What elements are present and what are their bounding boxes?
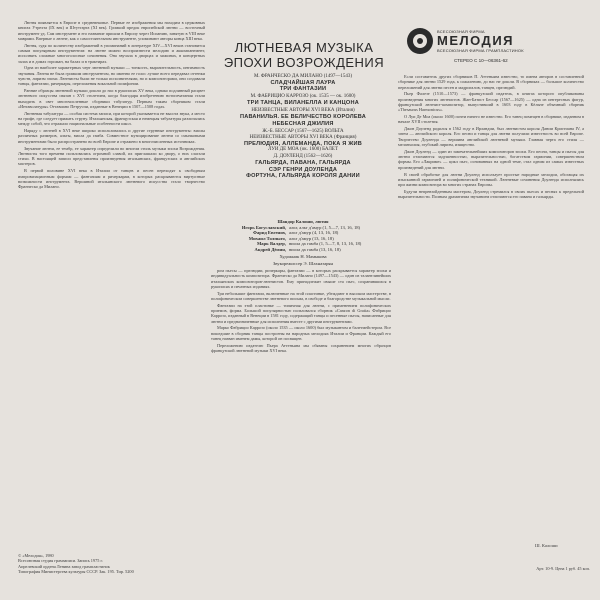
author-signature: Ш. Калоши bbox=[535, 543, 558, 548]
paragraph: Звучание лютни, ее тембр, ее характер определили во многом стиль музыки эпохи Возрождения. Лютнисты того времени пользовались огромной славой, их приглашали ко двору, о них слагали стихи. В настоящей записи представлены произведения итальянских, французских и английских мастеров. bbox=[18, 145, 205, 167]
performer-name: Михаил Толпыго, bbox=[248, 235, 286, 241]
paragraph: ром пьесы — прелюдии, ричеркары, фантазии — в которых раскрывается характер эпохи и индивидуальность композитора. Франческо да Милано (1497—1543) — один из талантливейших итальянских композиторов-лютнистов. Ему принадлежит свыше ста пьес, сохранившихся в рукописях и печатных изданиях. bbox=[211, 268, 391, 289]
artist-credit: Художник Н. Мамыкова bbox=[279, 253, 327, 259]
performer-name: Андрей Дёмин, bbox=[254, 246, 286, 252]
engineer-credit: Звукорежиссер Э. Шахназарян bbox=[272, 261, 333, 267]
performers bbox=[214, 219, 392, 267]
composer: Ж.-Б. БЕССАР (1567—1625) ВОЛЬТА bbox=[262, 128, 344, 134]
performer-name: Фарид Евгенов, bbox=[253, 230, 286, 236]
title-line2: ЭПОХИ ВОЗРОЖДЕНИЯ bbox=[223, 55, 385, 70]
performer-row bbox=[214, 247, 392, 253]
paragraph: Лютневая табулатура — особая система записи, при которой указывается не высота звука, а место на грифе, где следует прижать струну. Итальянская, французская и немецкая табулатуры различались между собой, что отражало национальные особенности школ. bbox=[18, 110, 205, 127]
paragraph: Пьер Фалезе (1510—1573) — французский издатель, в книгах которого опубликованы произведения многих лютнистов. Жан-Батист Бессар (1567—1625) — одна из интересных фигур, французский лютнист-композитор, выпустивший в 1603 году в Кёльне объемный сборник «Thesaurus Harmonicus». bbox=[398, 91, 584, 113]
paragraph: Наряду с лютней в XVI веке широко использовались и другие струнные инструменты: виолы различных размеров, альты, виола да гамба. Совместное музицирование лютни со смычковыми инструментами было распространено во всей Европе и отражено в многочисленных источниках. bbox=[18, 128, 205, 144]
performer-name: Марк Валдер, bbox=[256, 241, 286, 247]
paragraph: Если составитель других сборников П. Аттеньяна известно, то имена авторов в составленной сборнике для лютни 1529 года, к сожалению, до нас не дошли. В сборниках — большое количество переложений для лютни песен и мадригалов, танцев, прелюдий. bbox=[398, 74, 584, 90]
work-title: ФОРТУНА, ГАЛЬЯРДА КОРОЛЯ ДАНИИ bbox=[246, 173, 360, 180]
composer: Д. ДОУЛЕНД (1562—1626) bbox=[273, 154, 333, 160]
tracklist bbox=[214, 74, 392, 180]
paragraph: В своей обработке для лютни Доуленд использует простые народные мелодии, обогащая их изысканной гармонией и полифонической техникой. Лютневые сочинения Доуленда исполнялись при жизни композитора во многих странах Европы. bbox=[398, 171, 584, 188]
work-title: ПРЕЛЮДИЯ, АЛЛЕМАНДА, ПОКА Я ЖИВ bbox=[243, 140, 362, 147]
performer-instrument: виола да гамба (1, 5—7, 8, 13, 16, 18) bbox=[289, 241, 362, 247]
work-title: НЕБЕСНАЯ ДЖИЛИЯ bbox=[272, 120, 334, 127]
footer-line: © «Мелодия», 1980 bbox=[18, 553, 54, 558]
paragraph: Лютня, судя по количеству изображений в упоминаний в литературе XIV—XVI веков становится самым популярным инструментом: на лютне можно воспроизвести мелодию и аккомпанемент, исполнять сложные многоголосные сочинения. Она звучала в дворцах и хижинах, в концертных залах и в домах горожан, на балах и в трактирах. bbox=[18, 42, 205, 64]
publisher-info bbox=[18, 553, 205, 574]
composer: НЕИЗВЕСТНЫЕ АВТОРЫ XVI ВЕКА (Франция) bbox=[249, 134, 357, 140]
logo-brand: МЕЛОДИЯ bbox=[437, 33, 515, 48]
paragraph: В первой половине XVI века в Италии от танцев и песен переходят к свободным импровизационным формам — фантазиям и ричеркарам, в которых раскрываются виртуозные возможности инструмента. Вершиной итальянского лютневого искусства стало творчество Франческо да Милано. bbox=[18, 168, 205, 190]
performer-instrument: альт, альт д'амур (1, 5—7, 13, 16, 18) bbox=[289, 224, 361, 230]
paragraph: Джон Доуленд — один из замечательнейших композиторов эпохи. Его песни, танцы и пьесы для лютни отличаются задушевностью, выразительностью, богатством гармонии, совершенством формы. Его «Лакриме» — цикл пьес, основанных на одной теме, стал одним из самых известных произведений для лютни. bbox=[398, 148, 584, 170]
price-info: Арт. 10-9. Цена 1 руб. 45 коп. bbox=[536, 566, 590, 571]
work-title: ГАЛЬЯРДА, ПАВАНА, ГАЛЬЯРДА bbox=[255, 160, 351, 167]
performer-instrument: альт д'амур (4, 13, 16, 18) bbox=[289, 230, 339, 236]
liner-notes-middle bbox=[211, 268, 391, 598]
performer-name: Игорь Богуславский, bbox=[241, 224, 286, 230]
track-group bbox=[214, 154, 392, 179]
composer: НЕИЗВЕСТНЫЕ АВТОРЫ XVI ВЕКА (Италия) bbox=[251, 108, 355, 114]
soloist: Шандор Калоши, лютня bbox=[277, 219, 329, 224]
performer-instrument: виола да гамба (13, 16, 18) bbox=[289, 246, 341, 252]
track-group bbox=[214, 94, 392, 106]
logo-line3: ВСЕСОЮЗНАЯ ФИРМА ГРАМПЛАСТИНОК bbox=[437, 48, 524, 53]
paragraph: Одна из наиболее характерных черт лютневой музыки — тонкость, выразительность, интимность звучания. Лютня не была громким инструментом, но именно ее голос лучше всего передавал оттенки чувств, лиризм эпохи. Лютнисты были не только исполнителями, но и композиторами, они создавали танцы, фантазии, ричеркары, переложения вокальной полифонии. bbox=[18, 65, 205, 87]
paragraph: Лютня появляется в Европе в средневековье. Первые ее изображения мы находим в церковных книгах Утрехта (IX век) и Штутгарта (XI век). Громкий предок европейской лютни — восточный инструмент уд. Сам инструмент и его название пришли в Европу через Испанию, занятую в VIII веке маврами. Впервые о лютне, как о самостоятельном инструменте, упоминают авторы конца XIII века. bbox=[18, 20, 205, 41]
logo-text bbox=[437, 29, 524, 53]
logo-line1: ВСЕСОЮЗНАЯ ФИРМА bbox=[437, 29, 485, 34]
composer: М. ФАБРИЦИО КАРРОЗО (ок. 1535 — ок. 1600) bbox=[250, 94, 356, 100]
liner-notes-right bbox=[398, 74, 584, 526]
melodiya-logo bbox=[407, 28, 585, 54]
paragraph: Джон Доуленд родился в 1562 году в Ирландии, был лютнистом короля Дании Кристиана IV, а затем — английского короля. Его песни и танцы для лютни получили известность во всей Европе. Творчество Доуленда — вершина английской лютневой музыки. Главная черта его стиля — меланхолия, глубокий лиризм, изящество. bbox=[398, 126, 584, 148]
paragraph: Будучи непревзойденным мастером, Доуленд стремился в своих пьесах и песнях к предельной выразительности. Полным драматизма звучанием отличаются его павана и гальярды. bbox=[398, 188, 584, 200]
track-group bbox=[214, 108, 392, 127]
paragraph: О Луи Де Моа (около 1600) почти ничего не известно. Его танец помещен в сборнике, изданном в начале XVII столетия. bbox=[398, 114, 584, 125]
album-title bbox=[214, 40, 394, 70]
paragraph: Ранние образцы лютневой музыки дошли до нас в рукописях XV века, однако подлинный расцвет лютневого искусства связан с XVI столетием, когда благодаря изобретению нотопечатания стали выходить в свет многочисленные сборники табулатур. Первым таким сборником стали «Интаволатуры» Оттавиано Петруччи, изданные в Венеции в 1507—1508 годах. bbox=[18, 88, 205, 109]
footer-line: Всесоюзная студия грамзаписи. Запись 1975 г. bbox=[18, 558, 103, 564]
paragraph: Переложению издателю Пьера Аттеньяна мы обязаны сохранением многих образцов французской лютневой музыки XVI века. bbox=[211, 342, 391, 354]
footer-line: Апрелевский ордена Ленина завод грампластинок bbox=[18, 563, 110, 569]
record-logo-icon bbox=[407, 28, 433, 54]
title-line1: ЛЮТНЕВАЯ МУЗЫКА bbox=[234, 40, 374, 55]
work-title: СЛАДЧАЙШАЯ ЛАУРА bbox=[270, 80, 336, 86]
paragraph: Три небольшие фантазии, включенные на этой пластинке, убеждают в высоком мастерстве, в полифоническом совершенстве лютневого письма, в свободе и благородстве музыкальной мысли. bbox=[211, 290, 391, 301]
liner-notes-left bbox=[18, 20, 205, 548]
paragraph: Марко Фабрицио Каррозо (около 1535 — около 1600) был музыкантом и балетмейстером. Все вошедшие в сборник танцы построены на народных мелодиях Италии и Франции. Каждый его танец назван именем дамы, которой он посвящен. bbox=[211, 325, 391, 342]
work-title: ТРИ ТАНЦА, ВИЛАНЕЛЛА И КАНЦОНА bbox=[247, 100, 359, 107]
footer-line: Типография Министерства культуры СССР. Зак. 195. Тир. 5200 bbox=[18, 568, 134, 574]
paragraph: Фантазии на этой пластинке — типичная для лютни, с применением полифонических приемов, форма. Большой популярностью пользовался сборник «Canzon di Gratia» Фабрицио Каррозо, изданный в Венеции в 1581 году, содержащий танцы и песенные пьесы, написанные для лютни и предназначенные для исполнения вместе с другими инструментами. bbox=[211, 302, 391, 324]
catalog-number: СТЕРЕО С 10—06361-62 bbox=[454, 58, 508, 63]
work-title: ПАВАНИЛЬЯ. ЕЕ ВЕЛИЧЕСТВО КОРОЛЕВА bbox=[240, 114, 366, 121]
track-group bbox=[214, 129, 392, 147]
composer: ЛУИ ДЕ МОА (ок. 1600) БАЛЕТ bbox=[267, 146, 339, 152]
composer: М. ФРАНЧЕСКО ДА МИЛАНО (1497—1543) bbox=[253, 74, 353, 79]
performer-instrument: альт д'амур (13, 16, 18) bbox=[289, 235, 334, 241]
work-title: СЭР ГЕНРИ ДОУЛЕНДА bbox=[268, 166, 338, 173]
work-title: ТРИ ФАНТАЗИИ bbox=[279, 86, 327, 93]
track-group bbox=[214, 74, 392, 93]
